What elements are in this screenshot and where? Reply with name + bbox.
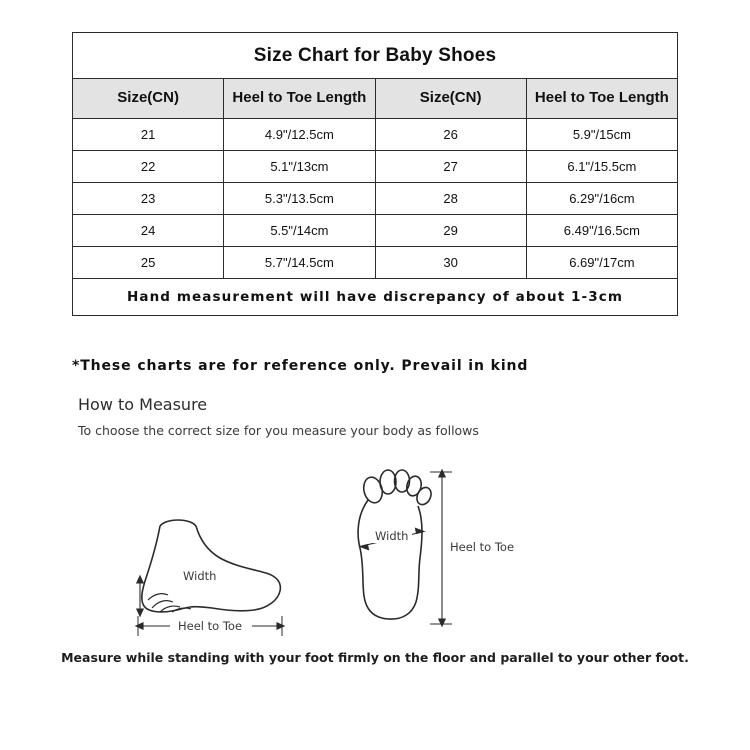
cell-size-cn-2: 26 [375, 118, 526, 150]
top-view-width-label: Width [375, 529, 409, 543]
cell-heel-to-toe-1: 4.9"/12.5cm [224, 118, 375, 150]
chart-title-row [73, 33, 678, 79]
side-view-width-label: Width [183, 569, 217, 583]
size-chart-container [72, 32, 678, 316]
measurement-discrepancy-note: Hand measurement will have discrepancy of about 1-3cm [73, 278, 678, 315]
side-view-foot-icon [142, 520, 281, 612]
cell-size-cn-1: 24 [73, 214, 224, 246]
side-view-heel-to-toe-label: Heel to Toe [178, 619, 243, 633]
page-title: Size Chart for Baby Shoes [73, 33, 678, 79]
cell-heel-to-toe-2: 6.69"/17cm [526, 246, 677, 278]
reference-disclaimer: *These charts are for reference only. Prevail in kind [72, 358, 529, 374]
column-header-heel-to-toe-1: Heel to Toe Length [224, 79, 375, 119]
cell-size-cn-2: 29 [375, 214, 526, 246]
table-row [73, 182, 678, 214]
table-row [73, 246, 678, 278]
cell-size-cn-1: 22 [73, 150, 224, 182]
top-view-heel-to-toe-dimension [430, 470, 452, 626]
cell-heel-to-toe-2: 6.1"/15.5cm [526, 150, 677, 182]
cell-heel-to-toe-1: 5.3"/13.5cm [224, 182, 375, 214]
column-header-size-cn-2: Size(CN) [375, 79, 526, 119]
table-row [73, 214, 678, 246]
foot-measurement-diagram [100, 448, 660, 658]
cell-size-cn-1: 25 [73, 246, 224, 278]
how-to-measure-title: How to Measure [78, 395, 208, 414]
size-chart-table [72, 32, 678, 316]
cell-size-cn-2: 28 [375, 182, 526, 214]
top-view-heel-to-toe-label: Heel to Toe [450, 540, 515, 554]
cell-size-cn-2: 27 [375, 150, 526, 182]
measure-instruction-caption: Measure while standing with your foot firmly on the floor and parallel to your other foot. [61, 650, 689, 665]
table-row [73, 118, 678, 150]
cell-size-cn-2: 30 [375, 246, 526, 278]
cell-size-cn-1: 21 [73, 118, 224, 150]
cell-heel-to-toe-1: 5.5"/14cm [224, 214, 375, 246]
cell-size-cn-1: 23 [73, 182, 224, 214]
table-row [73, 150, 678, 182]
cell-heel-to-toe-1: 5.7"/14.5cm [224, 246, 375, 278]
table-footnote-row [73, 278, 678, 315]
cell-heel-to-toe-1: 5.1"/13cm [224, 150, 375, 182]
cell-heel-to-toe-2: 5.9"/15cm [526, 118, 677, 150]
column-header-size-cn-1: Size(CN) [73, 79, 224, 119]
how-to-measure-subtitle: To choose the correct size for you measure your body as follows [78, 423, 479, 438]
cell-heel-to-toe-2: 6.49"/16.5cm [526, 214, 677, 246]
table-header-row [73, 79, 678, 119]
cell-heel-to-toe-2: 6.29"/16cm [526, 182, 677, 214]
column-header-heel-to-toe-2: Heel to Toe Length [526, 79, 677, 119]
